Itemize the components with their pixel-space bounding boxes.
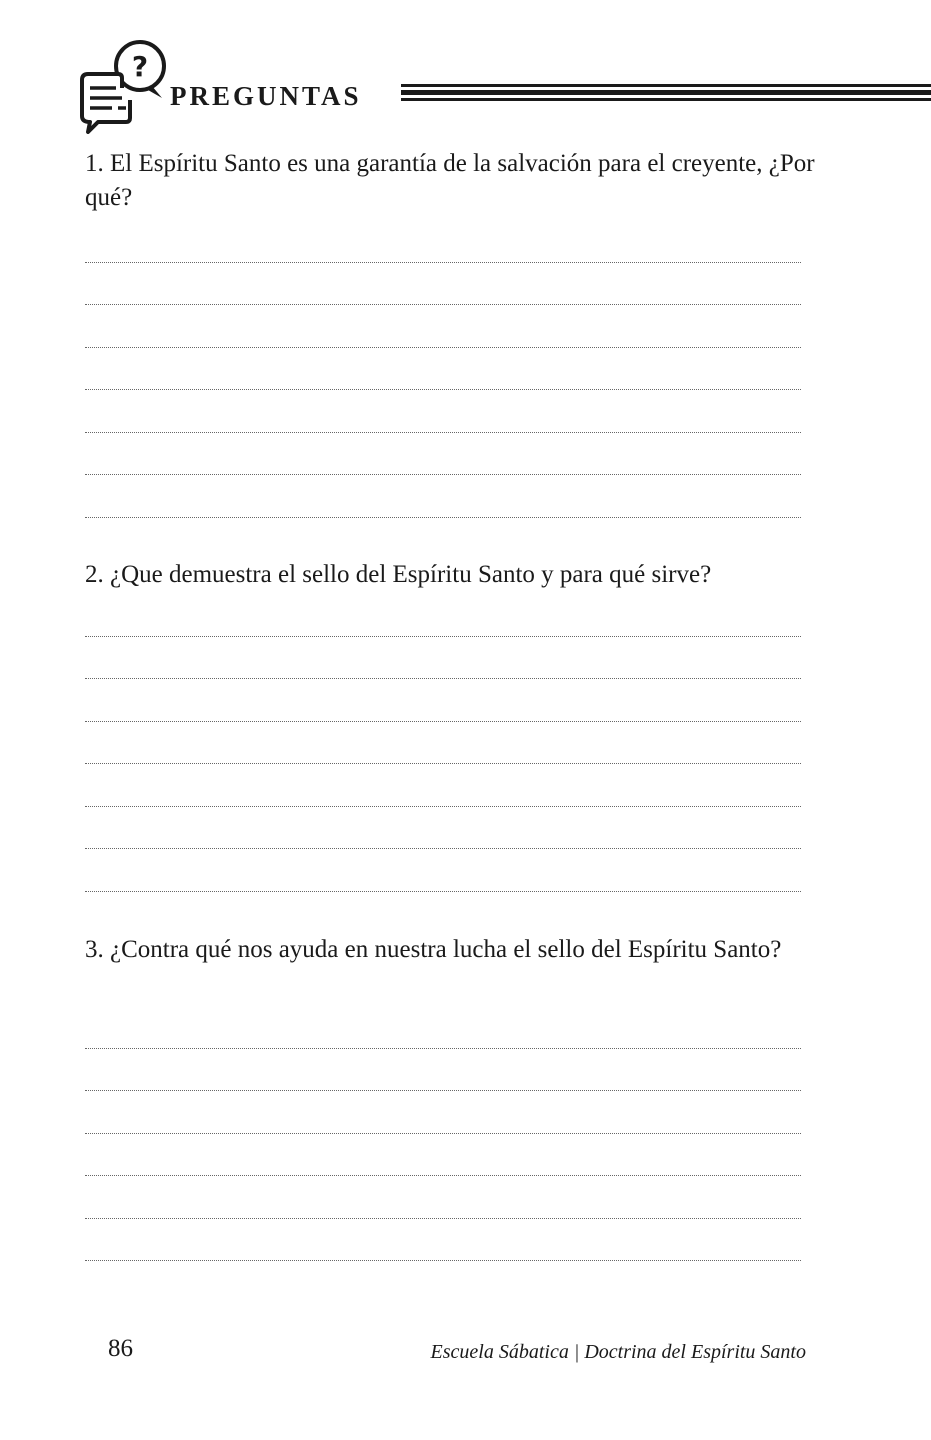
answer-line[interactable] <box>85 722 801 765</box>
section-header <box>78 38 931 138</box>
answer-line[interactable] <box>85 433 801 476</box>
answer-line[interactable] <box>85 849 801 892</box>
answer-line[interactable] <box>85 220 801 263</box>
answer-line[interactable] <box>85 348 801 391</box>
running-footer: Escuela Sábatica | Doctrina del Espíritu Santo <box>430 1341 806 1363</box>
answer-line[interactable] <box>85 1091 801 1134</box>
question-1: 1. El Espíritu Santo es una garantía de la salvación para el creyente, ¿Por qué? <box>85 150 815 211</box>
answer-line[interactable] <box>85 807 801 850</box>
answer-line[interactable] <box>85 475 801 518</box>
svg-text:?: ? <box>131 50 149 83</box>
answer-lines-2[interactable] <box>85 594 801 892</box>
answer-line[interactable] <box>85 1176 801 1219</box>
chat-bubbles-question-icon <box>78 38 170 134</box>
answer-line[interactable] <box>85 1049 801 1092</box>
answer-line[interactable] <box>85 637 801 680</box>
question-2: 2. ¿Que demuestra el sello del Espíritu Santo y para qué sirve? <box>85 561 712 588</box>
answer-line[interactable] <box>85 679 801 722</box>
question-3: 3. ¿Contra qué nos ayuda en nuestra lucha el sello del Espíritu Santo? <box>85 936 782 963</box>
answer-lines-3[interactable] <box>85 1006 801 1261</box>
answer-line[interactable] <box>85 1006 801 1049</box>
answer-line[interactable] <box>85 305 801 348</box>
answer-line[interactable] <box>85 263 801 306</box>
answer-line[interactable] <box>85 764 801 807</box>
answer-line[interactable] <box>85 594 801 637</box>
answer-line[interactable] <box>85 390 801 433</box>
page-number: 86 <box>108 1335 133 1362</box>
answer-line[interactable] <box>85 1219 801 1262</box>
answer-lines-1[interactable] <box>85 220 801 518</box>
header-divider <box>401 84 931 104</box>
section-title: PREGUNTAS <box>170 81 362 111</box>
answer-line[interactable] <box>85 1134 801 1177</box>
